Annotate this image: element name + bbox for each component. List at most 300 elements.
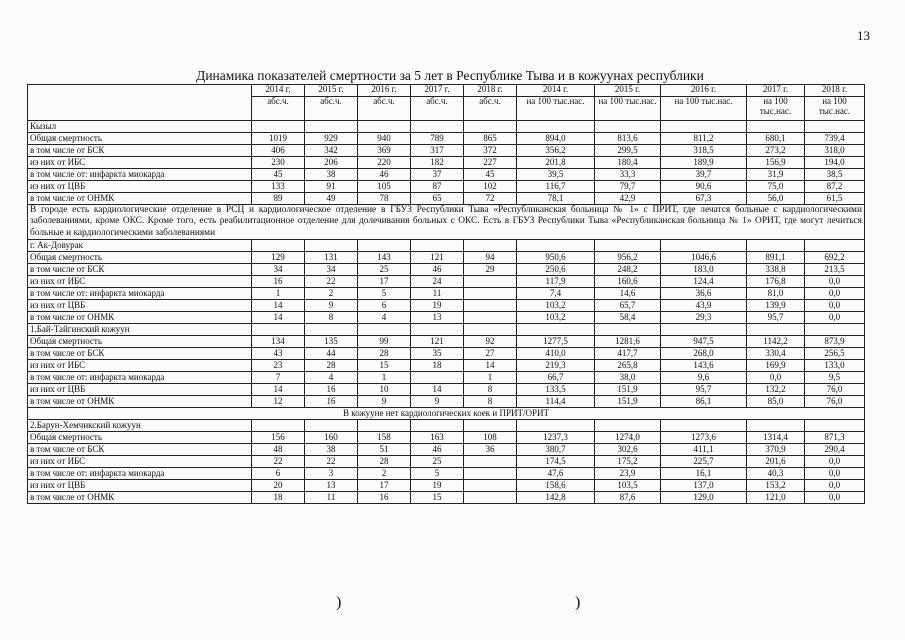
value-cell: 4 <box>358 312 411 324</box>
value-cell: 121 <box>411 336 464 348</box>
value-cell: 871,3 <box>805 432 865 444</box>
value-cell: 256,5 <box>805 348 865 360</box>
data-row <box>28 432 865 444</box>
mortality-table <box>27 84 865 504</box>
value-cell: 169,9 <box>747 360 805 372</box>
value-cell: 2 <box>305 288 358 300</box>
value-cell: 160 <box>305 432 358 444</box>
value-cell: 121,0 <box>747 492 805 504</box>
value-cell: 174,5 <box>517 456 595 468</box>
value-cell: 94 <box>464 252 517 264</box>
value-cell: 105 <box>358 181 411 193</box>
value-cell: 0,0 <box>805 300 865 312</box>
value-cell: 5 <box>411 468 464 480</box>
value-cell: 65 <box>411 193 464 205</box>
empty-cell <box>411 420 464 432</box>
value-cell: 356,2 <box>517 145 595 157</box>
empty-cell <box>464 324 517 336</box>
value-cell: 156,9 <box>747 157 805 169</box>
data-row <box>28 360 865 372</box>
value-cell: 219,3 <box>517 360 595 372</box>
value-cell: 72 <box>464 193 517 205</box>
header-year: 2017 г. <box>747 85 805 97</box>
header-year: 2014 г. <box>252 85 305 97</box>
value-cell: 25 <box>358 264 411 276</box>
value-cell: 38,5 <box>805 169 865 181</box>
value-cell: 13 <box>411 312 464 324</box>
row-label: в том числе от: инфаркта миокарда <box>28 288 252 300</box>
value-cell: 25 <box>411 456 464 468</box>
value-cell: 789 <box>411 133 464 145</box>
value-cell <box>411 372 464 384</box>
value-cell: 95,7 <box>747 312 805 324</box>
value-cell: 17 <box>358 276 411 288</box>
empty-cell <box>358 121 411 133</box>
value-cell: 103,5 <box>595 480 661 492</box>
value-cell: 206 <box>305 157 358 169</box>
value-cell <box>464 300 517 312</box>
value-cell: 865 <box>464 133 517 145</box>
row-label: в том числе от ОНМК <box>28 492 252 504</box>
value-cell <box>464 288 517 300</box>
value-cell: 103,2 <box>517 312 595 324</box>
empty-cell <box>252 240 305 252</box>
empty-cell <box>805 324 865 336</box>
value-cell: 143,6 <box>661 360 747 372</box>
value-cell: 6 <box>358 300 411 312</box>
value-cell: 302,6 <box>595 444 661 456</box>
value-cell: 411,1 <box>661 444 747 456</box>
value-cell: 14 <box>252 312 305 324</box>
value-cell <box>464 312 517 324</box>
value-cell: 189,9 <box>661 157 747 169</box>
note-row <box>28 205 865 240</box>
value-cell: 811,2 <box>661 133 747 145</box>
value-cell: 369 <box>358 145 411 157</box>
empty-cell <box>805 240 865 252</box>
header-unit: на 100 тыс.нас. <box>661 97 747 121</box>
header-unit: абс.ч. <box>411 97 464 121</box>
value-cell: 116,7 <box>517 181 595 193</box>
value-cell: 129,0 <box>661 492 747 504</box>
empty-cell <box>305 420 358 432</box>
header-unit: абс.ч. <box>305 97 358 121</box>
empty-cell <box>661 240 747 252</box>
data-row <box>28 480 865 492</box>
value-cell: 46 <box>411 444 464 456</box>
document-title: Динамика показателей смертности за 5 лет в Республике Тыва и в кожуунах республики <box>196 68 704 83</box>
value-cell: 176,8 <box>747 276 805 288</box>
value-cell: 121 <box>411 252 464 264</box>
value-cell: 9 <box>358 396 411 408</box>
empty-cell <box>252 121 305 133</box>
value-cell: 380,7 <box>517 444 595 456</box>
value-cell: 5 <box>358 288 411 300</box>
row-label: в том числе от: инфаркта миокарда <box>28 169 252 181</box>
value-cell: 92 <box>464 336 517 348</box>
value-cell: 56,0 <box>747 193 805 205</box>
value-cell: 330,4 <box>747 348 805 360</box>
value-cell: 34 <box>252 264 305 276</box>
value-cell: 36 <box>464 444 517 456</box>
value-cell: 4 <box>305 372 358 384</box>
empty-cell <box>747 240 805 252</box>
note-text: В городе есть кардиологические отделение в РСЦ и кардиологическое отделение в ГБУЗ Республики Тыва «Республиканская больница № 1» с ПРИТ, где лечатся больные с кардиологическими заболеваниями, кроме ОКС. Кроме того, есть реабилитационное отделение для долечивания больных с ОКС. Есть в ГБУЗ Республики Тыва «Республиканская больница № 1» ОРИТ, где могут лечиться больные и кардиологическими заболеваниями <box>28 205 865 240</box>
value-cell: 8 <box>464 396 517 408</box>
value-cell: 2 <box>358 468 411 480</box>
header-year: 2015 г. <box>595 85 661 97</box>
value-cell: 102 <box>464 181 517 193</box>
value-cell: 929 <box>305 133 358 145</box>
value-cell: 0,0 <box>747 372 805 384</box>
empty-cell <box>411 324 464 336</box>
empty-cell <box>358 240 411 252</box>
value-cell: 16,1 <box>661 468 747 480</box>
value-cell: 87,6 <box>595 492 661 504</box>
empty-cell <box>661 420 747 432</box>
value-cell: 43 <box>252 348 305 360</box>
value-cell: 28 <box>358 348 411 360</box>
value-cell: 90,6 <box>661 181 747 193</box>
value-cell: 194,0 <box>805 157 865 169</box>
value-cell: 248,2 <box>595 264 661 276</box>
value-cell: 6 <box>252 468 305 480</box>
value-cell: 151,9 <box>595 384 661 396</box>
header-year: 2014 г. <box>517 85 595 97</box>
value-cell: 16 <box>252 276 305 288</box>
value-cell: 680,1 <box>747 133 805 145</box>
value-cell: 45 <box>464 169 517 181</box>
data-row <box>28 348 865 360</box>
value-cell: 67,3 <box>661 193 747 205</box>
value-cell: 160,6 <box>595 276 661 288</box>
row-label: в том числе от ОНМК <box>28 312 252 324</box>
empty-cell <box>252 324 305 336</box>
value-cell: 175,2 <box>595 456 661 468</box>
value-cell: 103,2 <box>517 300 595 312</box>
empty-cell <box>358 324 411 336</box>
data-row <box>28 157 865 169</box>
value-cell: 940 <box>358 133 411 145</box>
value-cell: 0,0 <box>805 276 865 288</box>
value-cell: 81,0 <box>747 288 805 300</box>
section-label: 1.Бай-Тайгинский кожуун <box>28 324 252 336</box>
value-cell: 11 <box>305 492 358 504</box>
data-row <box>28 276 865 288</box>
value-cell: 265,8 <box>595 360 661 372</box>
value-cell: 11 <box>411 288 464 300</box>
data-row <box>28 456 865 468</box>
value-cell: 76,0 <box>805 384 865 396</box>
value-cell: 183,0 <box>661 264 747 276</box>
value-cell: 3 <box>305 468 358 480</box>
value-cell: 0,0 <box>805 288 865 300</box>
row-label: из них от ИБС <box>28 360 252 372</box>
value-cell: 46 <box>358 169 411 181</box>
value-cell <box>464 468 517 480</box>
value-cell: 23 <box>252 360 305 372</box>
page-number: 13 <box>857 28 870 43</box>
value-cell: 89 <box>252 193 305 205</box>
value-cell: 75,0 <box>747 181 805 193</box>
value-cell: 1273,6 <box>661 432 747 444</box>
value-cell: 14 <box>464 360 517 372</box>
header-unit: на 100 тыс.нас. <box>595 97 661 121</box>
row-label: из них от ЦВБ <box>28 181 252 193</box>
row-label: из них от ЦВБ <box>28 384 252 396</box>
row-label: в том числе от ОНМК <box>28 396 252 408</box>
value-cell: 225,7 <box>661 456 747 468</box>
value-cell: 0,0 <box>805 312 865 324</box>
value-cell: 250,6 <box>517 264 595 276</box>
value-cell: 16 <box>358 492 411 504</box>
empty-cell <box>661 121 747 133</box>
data-row <box>28 312 865 324</box>
empty-cell <box>305 121 358 133</box>
value-cell: 9 <box>305 300 358 312</box>
data-row <box>28 169 865 181</box>
value-cell: 78 <box>358 193 411 205</box>
value-cell: 0,0 <box>805 480 865 492</box>
value-cell: 1 <box>358 372 411 384</box>
section-label: 2.Барун-Хемчикский кожуун <box>28 420 252 432</box>
value-cell: 7,4 <box>517 288 595 300</box>
header-year: 2017 г. <box>411 85 464 97</box>
section-row <box>28 240 865 252</box>
empty-cell <box>747 324 805 336</box>
value-cell: 0,0 <box>805 456 865 468</box>
value-cell: 0,0 <box>805 492 865 504</box>
value-cell: 44 <box>305 348 358 360</box>
value-cell: 891,1 <box>747 252 805 264</box>
value-cell: 133 <box>252 181 305 193</box>
value-cell: 163 <box>411 432 464 444</box>
value-cell: 947,5 <box>661 336 747 348</box>
header-unit: на 100 тыс.нас. <box>805 97 865 121</box>
value-cell: 1 <box>252 288 305 300</box>
value-cell: 406 <box>252 145 305 157</box>
value-cell: 117,9 <box>517 276 595 288</box>
empty-cell <box>464 420 517 432</box>
empty-cell <box>411 121 464 133</box>
section-row <box>28 121 865 133</box>
value-cell: 34 <box>305 264 358 276</box>
value-cell: 39,7 <box>661 169 747 181</box>
value-cell: 950,6 <box>517 252 595 264</box>
value-cell: 201,6 <box>747 456 805 468</box>
value-cell: 47,6 <box>517 468 595 480</box>
value-cell: 158,6 <box>517 480 595 492</box>
value-cell <box>464 480 517 492</box>
value-cell: 78,1 <box>517 193 595 205</box>
header-year: 2018 г. <box>464 85 517 97</box>
value-cell: 894,0 <box>517 133 595 145</box>
data-row <box>28 193 865 205</box>
value-cell: 135 <box>305 336 358 348</box>
data-row <box>28 145 865 157</box>
empty-cell <box>805 420 865 432</box>
value-cell: 318,5 <box>661 145 747 157</box>
value-cell: 10 <box>358 384 411 396</box>
empty-cell <box>358 420 411 432</box>
value-cell: 268,0 <box>661 348 747 360</box>
data-row <box>28 133 865 145</box>
value-cell: 1 <box>464 372 517 384</box>
value-cell: 46 <box>411 264 464 276</box>
value-cell: 22 <box>305 456 358 468</box>
row-label: из них от ЦВБ <box>28 480 252 492</box>
value-cell: 22 <box>305 276 358 288</box>
data-row <box>28 336 865 348</box>
value-cell: 156 <box>252 432 305 444</box>
value-cell: 143 <box>358 252 411 264</box>
empty-cell <box>252 420 305 432</box>
value-cell: 1274,0 <box>595 432 661 444</box>
value-cell: 1142,2 <box>747 336 805 348</box>
data-row <box>28 264 865 276</box>
value-cell: 85,0 <box>747 396 805 408</box>
value-cell: 230 <box>252 157 305 169</box>
value-cell: 139,9 <box>747 300 805 312</box>
section-label: г. Ак-Довурак <box>28 240 252 252</box>
row-label: в том числе от БСК <box>28 264 252 276</box>
data-row <box>28 384 865 396</box>
header-year: 2016 г. <box>358 85 411 97</box>
value-cell: 29,3 <box>661 312 747 324</box>
row-label: из них от ИБС <box>28 276 252 288</box>
value-cell: 65,7 <box>595 300 661 312</box>
value-cell: 318,0 <box>805 145 865 157</box>
row-label: Общая смертность <box>28 336 252 348</box>
value-cell: 410,0 <box>517 348 595 360</box>
data-row <box>28 300 865 312</box>
value-cell: 33,3 <box>595 169 661 181</box>
empty-cell <box>305 324 358 336</box>
value-cell: 692,2 <box>805 252 865 264</box>
value-cell: 372 <box>464 145 517 157</box>
value-cell: 31,9 <box>747 169 805 181</box>
value-cell: 95,7 <box>661 384 747 396</box>
empty-cell <box>747 121 805 133</box>
empty-cell <box>464 121 517 133</box>
value-cell: 99 <box>358 336 411 348</box>
header-unit: абс.ч. <box>252 97 305 121</box>
row-label: Общая смертность <box>28 252 252 264</box>
value-cell: 79,7 <box>595 181 661 193</box>
value-cell: 61,5 <box>805 193 865 205</box>
header-unit: на 100 тыс.нас. <box>517 97 595 121</box>
value-cell: 956,2 <box>595 252 661 264</box>
value-cell: 220 <box>358 157 411 169</box>
value-cell: 114,4 <box>517 396 595 408</box>
value-cell: 24 <box>411 276 464 288</box>
value-cell: 43,9 <box>661 300 747 312</box>
value-cell: 87 <box>411 181 464 193</box>
data-row <box>28 372 865 384</box>
value-cell: 7 <box>252 372 305 384</box>
empty-cell <box>411 240 464 252</box>
value-cell: 8 <box>464 384 517 396</box>
row-label: в том числе от БСК <box>28 145 252 157</box>
value-cell: 0,0 <box>805 468 865 480</box>
row-label: из них от ИБС <box>28 456 252 468</box>
row-label: в том числе от ОНМК <box>28 193 252 205</box>
value-cell: 129 <box>252 252 305 264</box>
value-cell: 14 <box>252 300 305 312</box>
value-cell: 14 <box>411 384 464 396</box>
footer-mark: ) <box>336 594 342 611</box>
row-label: из них от ИБС <box>28 157 252 169</box>
data-row <box>28 492 865 504</box>
value-cell: 1237,3 <box>517 432 595 444</box>
value-cell: 273,2 <box>747 145 805 157</box>
empty-cell <box>517 324 595 336</box>
empty-cell <box>517 121 595 133</box>
header-unit: абс.ч. <box>464 97 517 121</box>
value-cell: 1314,4 <box>747 432 805 444</box>
row-label: Общая смертность <box>28 133 252 145</box>
value-cell: 133,5 <box>517 384 595 396</box>
empty-cell <box>517 420 595 432</box>
value-cell: 38,0 <box>595 372 661 384</box>
section-row <box>28 420 865 432</box>
value-cell: 227 <box>464 157 517 169</box>
value-cell: 29 <box>464 264 517 276</box>
data-row <box>28 396 865 408</box>
row-label: в том числе от БСК <box>28 444 252 456</box>
value-cell: 137,0 <box>661 480 747 492</box>
value-cell: 28 <box>358 456 411 468</box>
empty-cell <box>595 121 661 133</box>
header-year: 2016 г. <box>661 85 747 97</box>
value-cell: 15 <box>358 360 411 372</box>
header-unit: абс.ч. <box>358 97 411 121</box>
value-cell: 132,2 <box>747 384 805 396</box>
data-row <box>28 468 865 480</box>
empty-cell <box>305 240 358 252</box>
value-cell: 18 <box>252 492 305 504</box>
data-row <box>28 444 865 456</box>
value-cell: 201,8 <box>517 157 595 169</box>
centered-note-row <box>28 408 865 420</box>
data-row <box>28 252 865 264</box>
header-unit: на 100 тыс.нас. <box>747 97 805 121</box>
value-cell: 17 <box>358 480 411 492</box>
note-text: В кожууне нет кардиологических коек и ПРИТ/ОРИТ <box>28 408 865 420</box>
value-cell: 1046,6 <box>661 252 747 264</box>
value-cell: 182 <box>411 157 464 169</box>
value-cell: 739,4 <box>805 133 865 145</box>
value-cell: 873,9 <box>805 336 865 348</box>
value-cell: 299,5 <box>595 145 661 157</box>
empty-cell <box>747 420 805 432</box>
value-cell: 37 <box>411 169 464 181</box>
value-cell: 23,9 <box>595 468 661 480</box>
value-cell: 370,9 <box>747 444 805 456</box>
value-cell: 15 <box>411 492 464 504</box>
value-cell: 40,3 <box>747 468 805 480</box>
value-cell: 342 <box>305 145 358 157</box>
value-cell: 124,4 <box>661 276 747 288</box>
value-cell: 58,4 <box>595 312 661 324</box>
section-label: Кызыл <box>28 121 252 133</box>
header-year: 2018 г. <box>805 85 865 97</box>
value-cell: 76,0 <box>805 396 865 408</box>
value-cell: 158 <box>358 432 411 444</box>
value-cell: 87,2 <box>805 181 865 193</box>
value-cell: 66,7 <box>517 372 595 384</box>
value-cell: 9 <box>411 396 464 408</box>
